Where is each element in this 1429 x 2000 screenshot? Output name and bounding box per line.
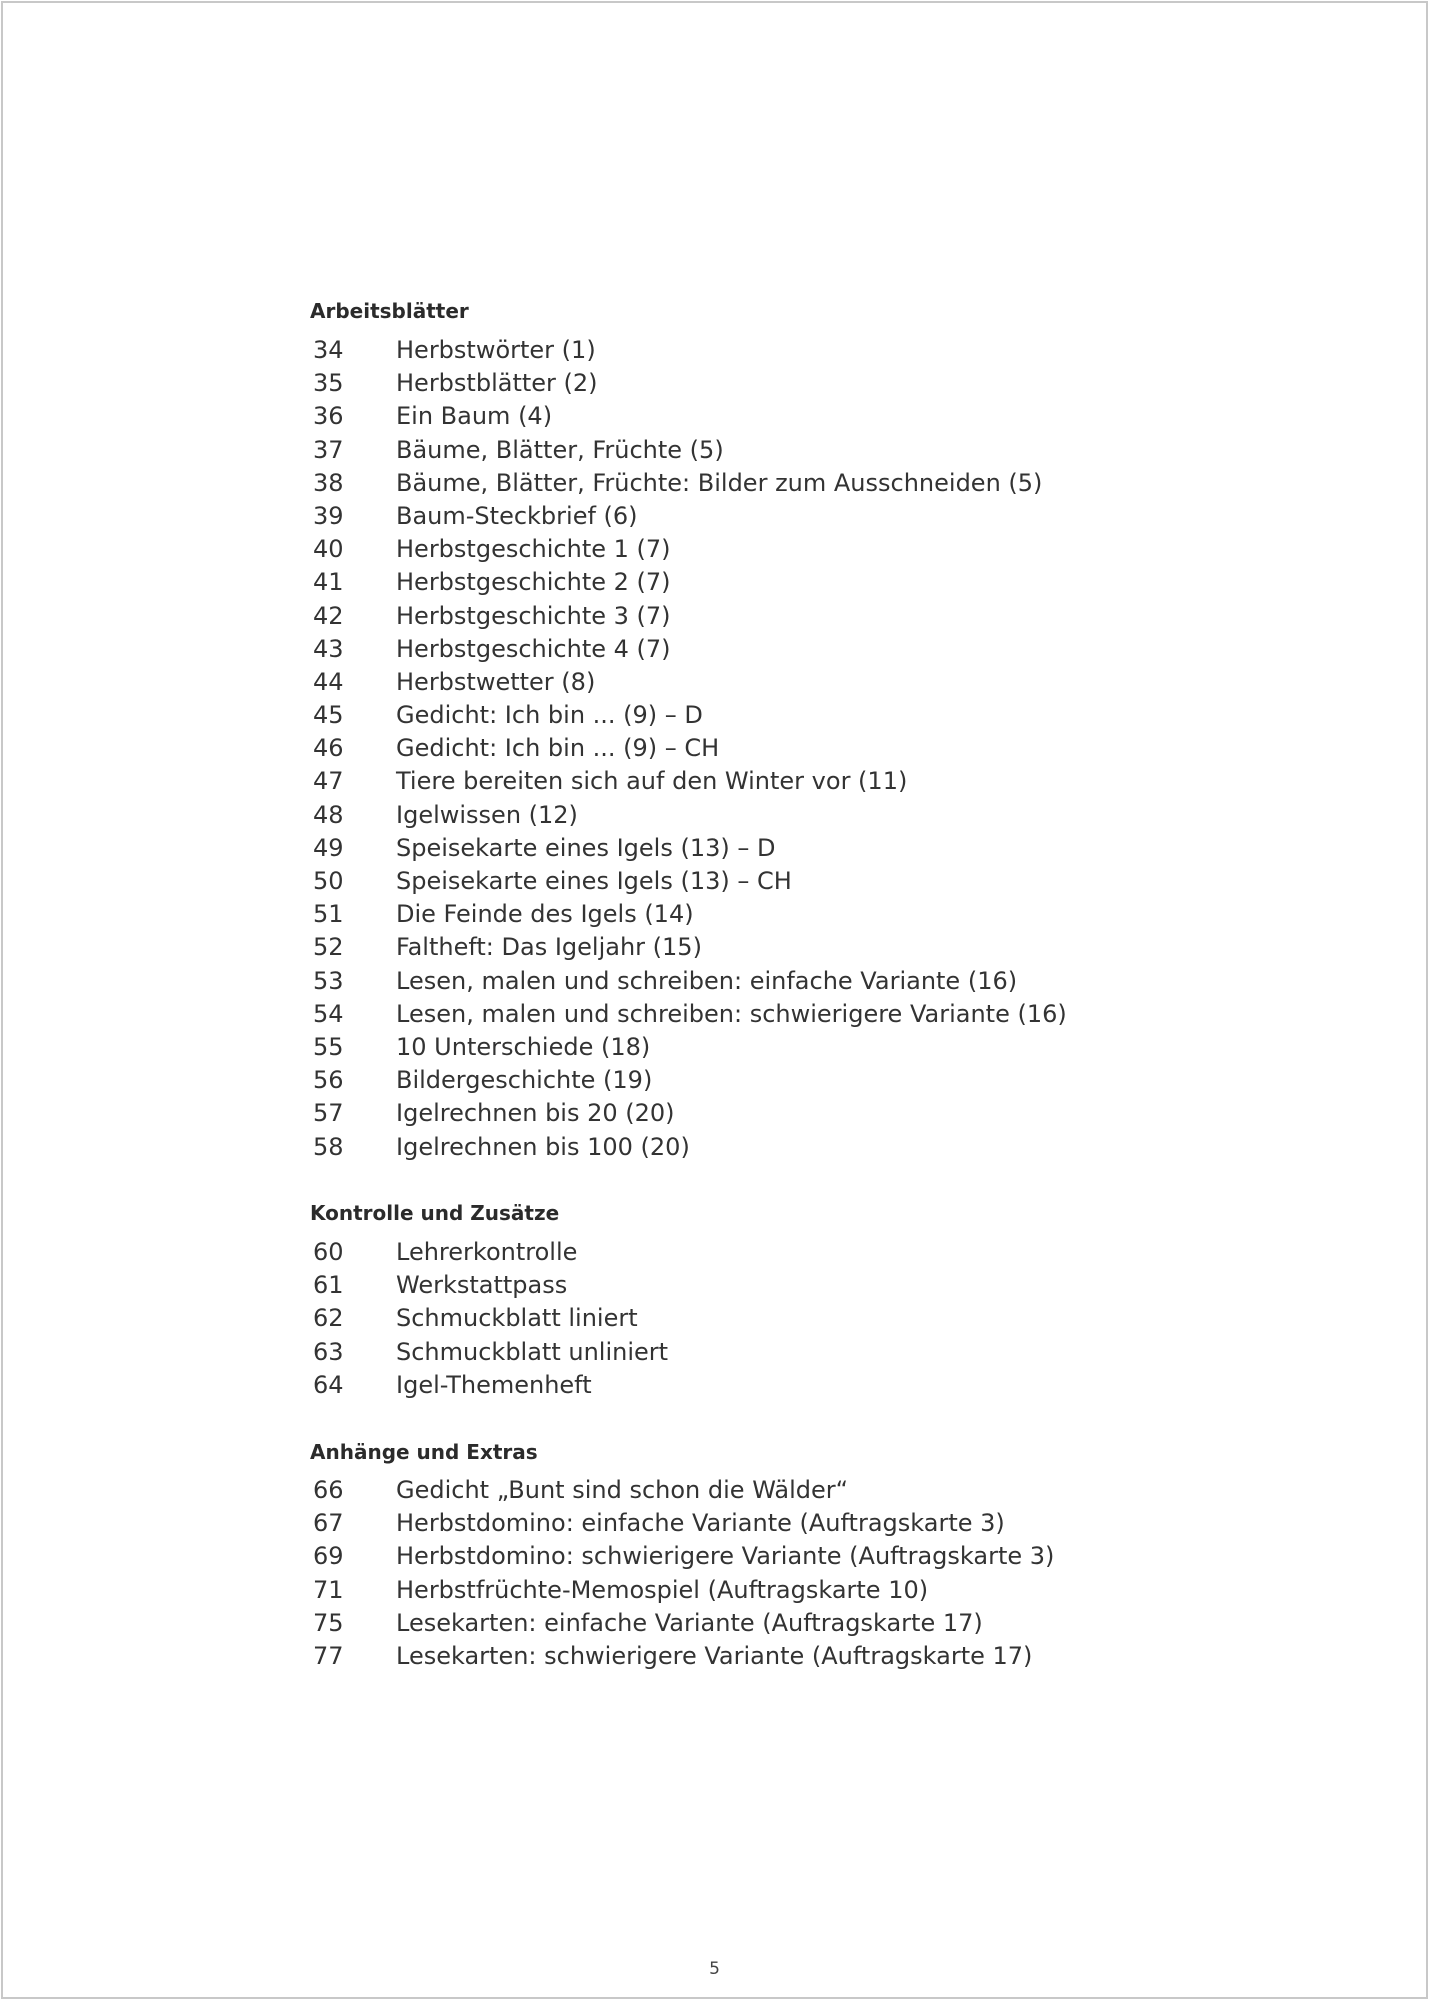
entry-title: Bäume, Blätter, Früchte: Bilder zum Ausschneiden (5) xyxy=(396,468,1043,497)
entry-title: Herbstfrüchte-Memospiel (Auftragskarte 10) xyxy=(396,1575,929,1604)
entry-page-number: 75 xyxy=(313,1608,344,1637)
section-heading-kontrolle: Kontrolle und Zusätze xyxy=(310,1201,560,1225)
entry-page-number: 47 xyxy=(313,767,344,796)
entry-title: 10 Unterschiede (18) xyxy=(396,1032,651,1061)
entry-title: Bildergeschichte (19) xyxy=(396,1066,653,1095)
list-item xyxy=(310,1336,668,1369)
entry-title: Lesen, malen und schreiben: einfache Variante (16) xyxy=(396,966,1018,995)
list-item xyxy=(310,1640,1054,1673)
entry-page-number: 36 xyxy=(313,402,344,431)
list-item xyxy=(310,998,1067,1031)
list-item xyxy=(310,1540,1054,1573)
entry-page-number: 37 xyxy=(313,435,344,464)
list-item xyxy=(310,566,1067,599)
list-item xyxy=(310,1474,1054,1507)
entry-title: Schmuckblatt unliniert xyxy=(396,1337,669,1366)
entry-title: Faltheft: Das Igeljahr (15) xyxy=(396,933,702,962)
entry-page-number: 42 xyxy=(313,601,344,630)
entry-title: Lehrerkontrolle xyxy=(396,1238,578,1266)
list-item xyxy=(310,1131,1067,1164)
list-item xyxy=(310,1607,1054,1640)
entry-title: Herbstdomino: einfache Variante (Auftragskarte 3) xyxy=(396,1509,1005,1538)
entry-page-number: 60 xyxy=(313,1238,344,1266)
entry-page-number: 34 xyxy=(313,336,344,364)
entry-list-kontrolle xyxy=(310,1236,668,1402)
list-item xyxy=(310,865,1067,898)
entry-page-number: 39 xyxy=(313,501,344,530)
list-item xyxy=(310,633,1067,666)
entry-page-number: 51 xyxy=(313,900,344,929)
entry-list-arbeitsblaetter xyxy=(310,334,1067,1164)
list-item xyxy=(310,666,1067,699)
list-item xyxy=(310,965,1067,998)
entry-page-number: 77 xyxy=(313,1641,344,1670)
list-item xyxy=(310,931,1067,964)
entry-page-number: 41 xyxy=(313,568,344,597)
entry-title: Herbstblätter (2) xyxy=(396,369,598,398)
entry-title: Ein Baum (4) xyxy=(396,402,553,431)
section-heading-arbeitsblaetter: Arbeitsblätter xyxy=(310,299,469,323)
entry-title: Herbstgeschichte 4 (7) xyxy=(396,634,671,663)
entry-page-number: 43 xyxy=(313,634,344,663)
list-item xyxy=(310,434,1067,467)
entry-title: Gedicht: Ich bin ... (9) – CH xyxy=(396,734,720,763)
list-item xyxy=(310,1574,1054,1607)
entry-title: Lesekarten: einfache Variante (Auftragskarte 17) xyxy=(396,1608,983,1637)
entry-page-number: 35 xyxy=(313,369,344,398)
entry-page-number: 55 xyxy=(313,1032,344,1061)
entry-title: Speisekarte eines Igels (13) – CH xyxy=(396,867,792,895)
section-heading-anhaenge: Anhänge und Extras xyxy=(310,1440,538,1464)
entry-title: Schmuckblatt liniert xyxy=(396,1304,638,1333)
list-item xyxy=(310,898,1067,931)
page-number: 5 xyxy=(709,1959,720,1979)
entry-title: Igelwissen (12) xyxy=(396,800,578,829)
list-item xyxy=(310,1031,1067,1064)
list-item xyxy=(310,732,1067,765)
entry-title: Igel-Themenheft xyxy=(396,1370,592,1399)
entry-title: Bäume, Blätter, Früchte (5) xyxy=(396,435,724,464)
entry-page-number: 45 xyxy=(313,701,344,730)
entry-list-anhaenge xyxy=(310,1474,1054,1673)
entry-page-number: 67 xyxy=(313,1509,344,1538)
list-item xyxy=(310,1369,668,1402)
entry-page-number: 48 xyxy=(313,800,344,829)
entry-title: Speisekarte eines Igels (13) – D xyxy=(396,833,776,862)
list-item xyxy=(310,1507,1054,1540)
entry-page-number: 38 xyxy=(313,468,344,497)
entry-page-number: 56 xyxy=(313,1066,344,1095)
list-item xyxy=(310,500,1067,533)
entry-page-number: 44 xyxy=(313,667,344,696)
list-item xyxy=(310,334,1067,367)
entry-page-number: 46 xyxy=(313,734,344,763)
list-item xyxy=(310,699,1067,732)
list-item xyxy=(310,799,1067,832)
entry-title: Igelrechnen bis 100 (20) xyxy=(396,1132,690,1161)
entry-page-number: 54 xyxy=(313,999,344,1028)
list-item xyxy=(310,1269,668,1302)
list-item xyxy=(310,765,1067,798)
entry-title: Herbstgeschichte 3 (7) xyxy=(396,601,671,630)
list-item xyxy=(310,467,1067,500)
entry-page-number: 62 xyxy=(313,1304,344,1333)
entry-title: Herbstwetter (8) xyxy=(396,667,596,696)
list-item xyxy=(310,400,1067,433)
entry-title: Lesekarten: schwierigere Variante (Auftragskarte 17) xyxy=(396,1641,1033,1670)
entry-page-number: 50 xyxy=(313,867,344,895)
list-item xyxy=(310,1236,668,1269)
list-item xyxy=(310,1064,1067,1097)
entry-page-number: 71 xyxy=(313,1575,344,1604)
entry-title: Baum-Steckbrief (6) xyxy=(396,501,638,530)
entry-page-number: 69 xyxy=(313,1542,344,1571)
entry-title: Werkstattpass xyxy=(396,1271,568,1300)
entry-title: Herbstwörter (1) xyxy=(396,336,596,364)
entry-page-number: 53 xyxy=(313,966,344,995)
list-item xyxy=(310,1302,668,1335)
entry-title: Herbstdomino: schwierigere Variante (Auftragskarte 3) xyxy=(396,1542,1055,1571)
entry-title: Die Feinde des Igels (14) xyxy=(396,900,694,929)
list-item xyxy=(310,533,1067,566)
entry-title: Herbstgeschichte 1 (7) xyxy=(396,535,671,564)
entry-page-number: 58 xyxy=(313,1132,344,1161)
entry-page-number: 57 xyxy=(313,1099,344,1128)
entry-page-number: 63 xyxy=(313,1337,344,1366)
entry-page-number: 52 xyxy=(313,933,344,962)
entry-title: Igelrechnen bis 20 (20) xyxy=(396,1099,675,1128)
entry-title: Tiere bereiten sich auf den Winter vor (11) xyxy=(396,767,908,796)
list-item xyxy=(310,1097,1067,1130)
entry-page-number: 40 xyxy=(313,535,344,564)
list-item xyxy=(310,832,1067,865)
entry-page-number: 49 xyxy=(313,833,344,862)
entry-title: Gedicht „Bunt sind schon die Wälder“ xyxy=(396,1476,849,1504)
entry-title: Herbstgeschichte 2 (7) xyxy=(396,568,671,597)
list-item xyxy=(310,367,1067,400)
entry-title: Lesen, malen und schreiben: schwierigere Variante (16) xyxy=(396,999,1067,1028)
entry-page-number: 61 xyxy=(313,1271,344,1300)
entry-page-number: 64 xyxy=(313,1370,344,1399)
entry-page-number: 66 xyxy=(313,1476,344,1504)
list-item xyxy=(310,600,1067,633)
entry-title: Gedicht: Ich bin ... (9) – D xyxy=(396,701,703,730)
